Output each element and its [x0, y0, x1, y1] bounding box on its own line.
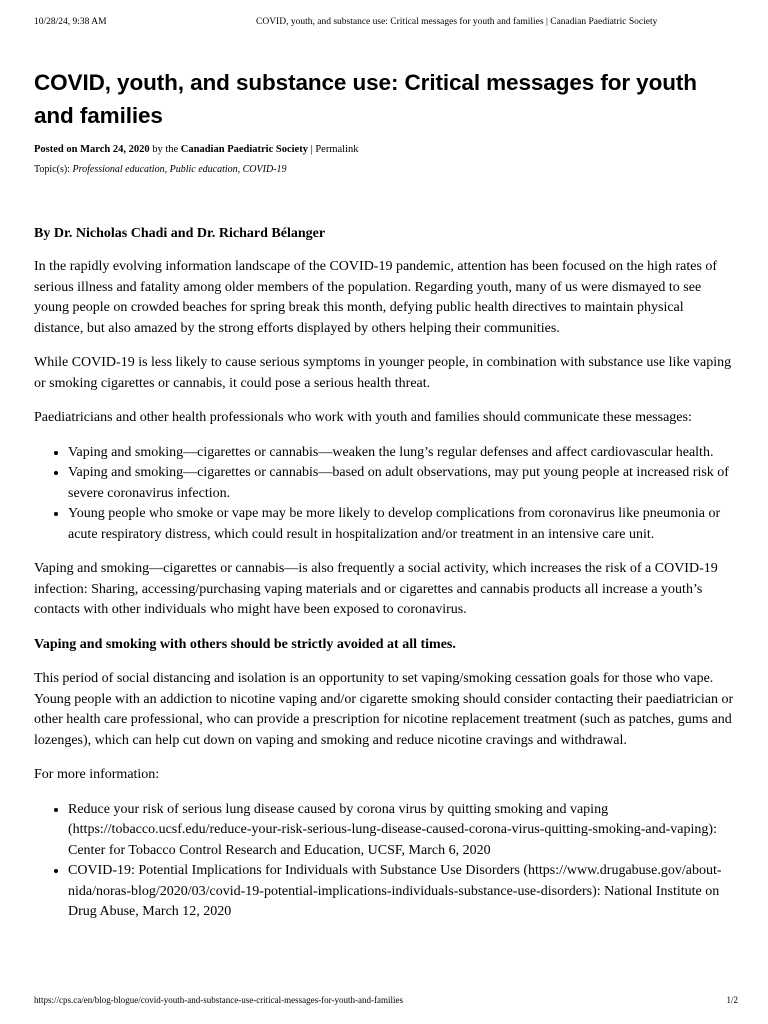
more-info-heading: For more information:	[34, 767, 160, 782]
article	[34, 66, 734, 923]
paragraph: In the rapidly evolving information landscape of the COVID-19 pandemic, attention has been focused on the high rates of serious illness and fatality among older members of the population. Regarding youth, many of us were dismayed to see young people on crowded beaches for spring break this month, defying public health directives to maintain physical distance, but also amazed by the strong efforts displayed by others helping their communities.	[34, 259, 718, 336]
posted-date: Posted on March 24, 2020	[34, 144, 150, 155]
topics-list[interactable]: Professional education, Public education, COVID-19	[72, 164, 287, 175]
permalink-link[interactable]: Permalink	[315, 144, 359, 155]
post-meta	[34, 143, 734, 157]
page-number: 1/2	[726, 995, 738, 1005]
warning-statement: Vaping and smoking with others should be strictly avoided at all times.	[34, 636, 456, 652]
meta-separator: |	[307, 144, 316, 155]
print-page-title: COVID, youth, and substance use: Critical messages for youth and families | Canadian Paediatric Society	[256, 17, 658, 27]
resources-list	[34, 800, 734, 923]
paragraph: Paediatricians and other health professionals who work with youth and families should communicate these messages:	[34, 410, 692, 425]
print-header	[34, 16, 738, 28]
print-datetime: 10/28/24, 9:38 AM	[34, 17, 107, 27]
list-item: • Vaping and smoking—cigarettes or cannabis—weaken the lung’s regular defenses and affect cardiovascular health.	[68, 443, 734, 464]
resource-item[interactable]: • COVID-19: Potential Implications for Individuals with Substance Use Disorders (https://www.drugabuse.gov/about-nida/noras-blog/2020/03/covid-19-potential-implications-individuals-substance-use-disorders): National Institute on Drug Abuse, March 12, 2020	[68, 861, 734, 923]
topics	[34, 163, 734, 177]
print-footer	[34, 994, 738, 1006]
list-item: • Vaping and smoking—cigarettes or cannabis—based on adult observations, may put young people at increased risk of severe coronavirus infection.	[68, 463, 734, 504]
author-org-link[interactable]: Canadian Paediatric Society	[180, 144, 308, 155]
topics-label: Topic(s):	[34, 164, 73, 175]
paragraph: This period of social distancing and isolation is an opportunity to set vaping/smoking cessation goals for those who vape. Young people with an addiction to nicotine vaping and/or cigarette smoking should consider contacting their paediatrician or other health care professional, who can provide a prescription for nicotine replacement treatment (such as patches, gums and lozenges), which can help cut down on vaping and smoking and reduce nicotine cravings and withdrawal.	[34, 671, 734, 748]
paragraph: Vaping and smoking—cigarettes or cannabis—is also frequently a social activity, which increases the risk of a COVID-19 infection: Sharing, accessing/purchasing vaping materials and or cigarettes and cannabis products all increase a youth’s contacts with other individuals who might have been exposed to coronavirus.	[34, 561, 718, 617]
by-text: by the	[149, 144, 181, 155]
article-title: COVID, youth, and substance use: Critical messages for youth and families	[34, 70, 697, 128]
page-url: https://cps.ca/en/blog-blogue/covid-youth-and-substance-use-critical-messages-for-youth-and-families	[34, 995, 403, 1005]
paragraph: While COVID-19 is less likely to cause serious symptoms in younger people, in combination with substance use like vaping or smoking cigarettes or cannabis, it could pose a serious health threat.	[34, 355, 732, 391]
list-item: • Young people who smoke or vape may be more likely to develop complications from coronavirus like pneumonia or acute respiratory distress, which could result in hospitalization and/or treatment in an intensive care unit.	[68, 504, 734, 545]
resource-item[interactable]: • Reduce your risk of serious lung disease caused by corona virus by quitting smoking and vaping (https://tobacco.ucsf.edu/reduce-your-risk-serious-lung-disease-caused-corona-virus-quitting-smoking-and-vaping): Center for Tobacco Control Research and Education, UCSF, March 6, 2020	[68, 800, 734, 862]
messages-list	[34, 443, 734, 546]
author-byline: By Dr. Nicholas Chadi and Dr. Richard Bélanger	[34, 226, 326, 241]
